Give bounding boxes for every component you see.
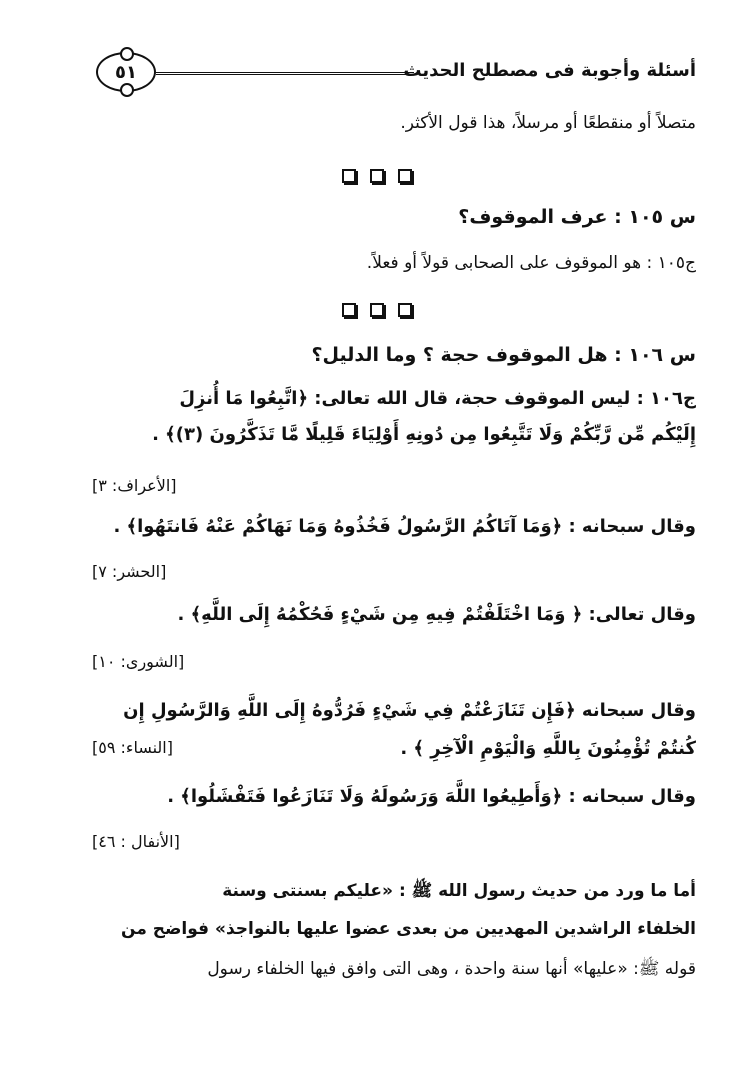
verse-reference: [الأنفال : ٤٦] <box>92 832 180 851</box>
section-separator <box>0 168 754 187</box>
verse-reference: [الأعراف: ٣] <box>92 476 177 495</box>
square-ornament-icon <box>370 169 384 183</box>
header-rule <box>156 72 414 75</box>
paragraph-line <box>80 876 696 906</box>
page-number: ٥١ <box>115 61 137 83</box>
answer-105: ج١٠٥ : هو الموقوف على الصحابى قولاً أو فعلاً. <box>366 253 696 273</box>
square-ornament-icon <box>342 303 356 317</box>
square-ornament-icon <box>370 303 384 317</box>
answer-106-line-1: ج١٠٦ : ليس الموقوف حجة، قال الله تعالى: ﴿اتَّبِعُوا مَا أُنزِلَ <box>179 388 696 409</box>
paragraph-line: قوله ﷺ: «عليها» أنها سنة واحدة ، وهى التى وافق فيها الخلفاء رسول <box>207 959 696 979</box>
paragraph-text: أما ما ورد من حديث رسول الله ﷺ : «عليكم بسنتى وسنة <box>222 881 696 901</box>
quote-line: كُنتُمْ تُؤْمِنُونَ بِاللَّهِ وَالْيَوْمِ الْآخِرِ ﴾ . <box>400 738 696 759</box>
quote-line: وقال تعالى: ﴿ وَمَا اخْتَلَفْتُمْ فِيهِ مِن شَيْءٍ فَحُكْمُهُ إِلَى اللَّهِ﴾ . <box>177 604 696 625</box>
answer-106-line-2: إِلَيْكُم مِّن رَّبِّكُمْ وَلَا تَتَّبِعُوا مِن دُونِهِ أَوْلِيَاءَ قَلِيلًا مَّا تَذَكَّرُونَ (٣)﴾ . <box>152 424 696 445</box>
text-line: متصلاً أو منقطعًا أو مرسلاً، هذا قول الأكثر. <box>400 113 696 133</box>
quote-line: وقال سبحانه ﴿فَإِن تَنَازَعْتُمْ فِي شَيْءٍ فَرُدُّوهُ إِلَى اللَّهِ وَالرَّسُولِ إِن <box>123 700 696 721</box>
square-ornament-icon <box>398 169 412 183</box>
section-separator <box>0 302 754 321</box>
square-ornament-icon <box>342 169 356 183</box>
paragraph-line: الخلفاء الراشدين المهديين من بعدى عضوا عليها بالنواجذ» فواضح من <box>121 919 696 939</box>
square-ornament-icon <box>398 303 412 317</box>
verse-reference: [الحشر: ٧] <box>92 562 167 581</box>
question-106: س ١٠٦ : هل الموقوف حجة ؟ وما الدليل؟ <box>311 344 696 366</box>
page-header <box>96 52 696 92</box>
quote-line: وقال سبحانه : ﴿وَمَا آتَاكُمُ الرَّسُولُ فَخُذُوهُ وَمَا نَهَاكُمْ عَنْهُ فَانتَهُوا﴾ . <box>113 516 696 537</box>
question-105: س ١٠٥ : عرف الموقوف؟ <box>458 206 696 228</box>
verse-reference: [الشورى: ١٠] <box>92 652 185 671</box>
running-title: أسئلة وأجوبة فى مصطلح الحديث <box>403 60 696 81</box>
quote-line: وقال سبحانه : ﴿وَأَطِيعُوا اللَّهَ وَرَسُولَهُ وَلَا تَنَازَعُوا فَتَفْشَلُوا﴾ . <box>167 786 696 807</box>
page-number-badge <box>96 52 156 92</box>
verse-reference: [النساء: ٥٩] <box>92 738 173 757</box>
